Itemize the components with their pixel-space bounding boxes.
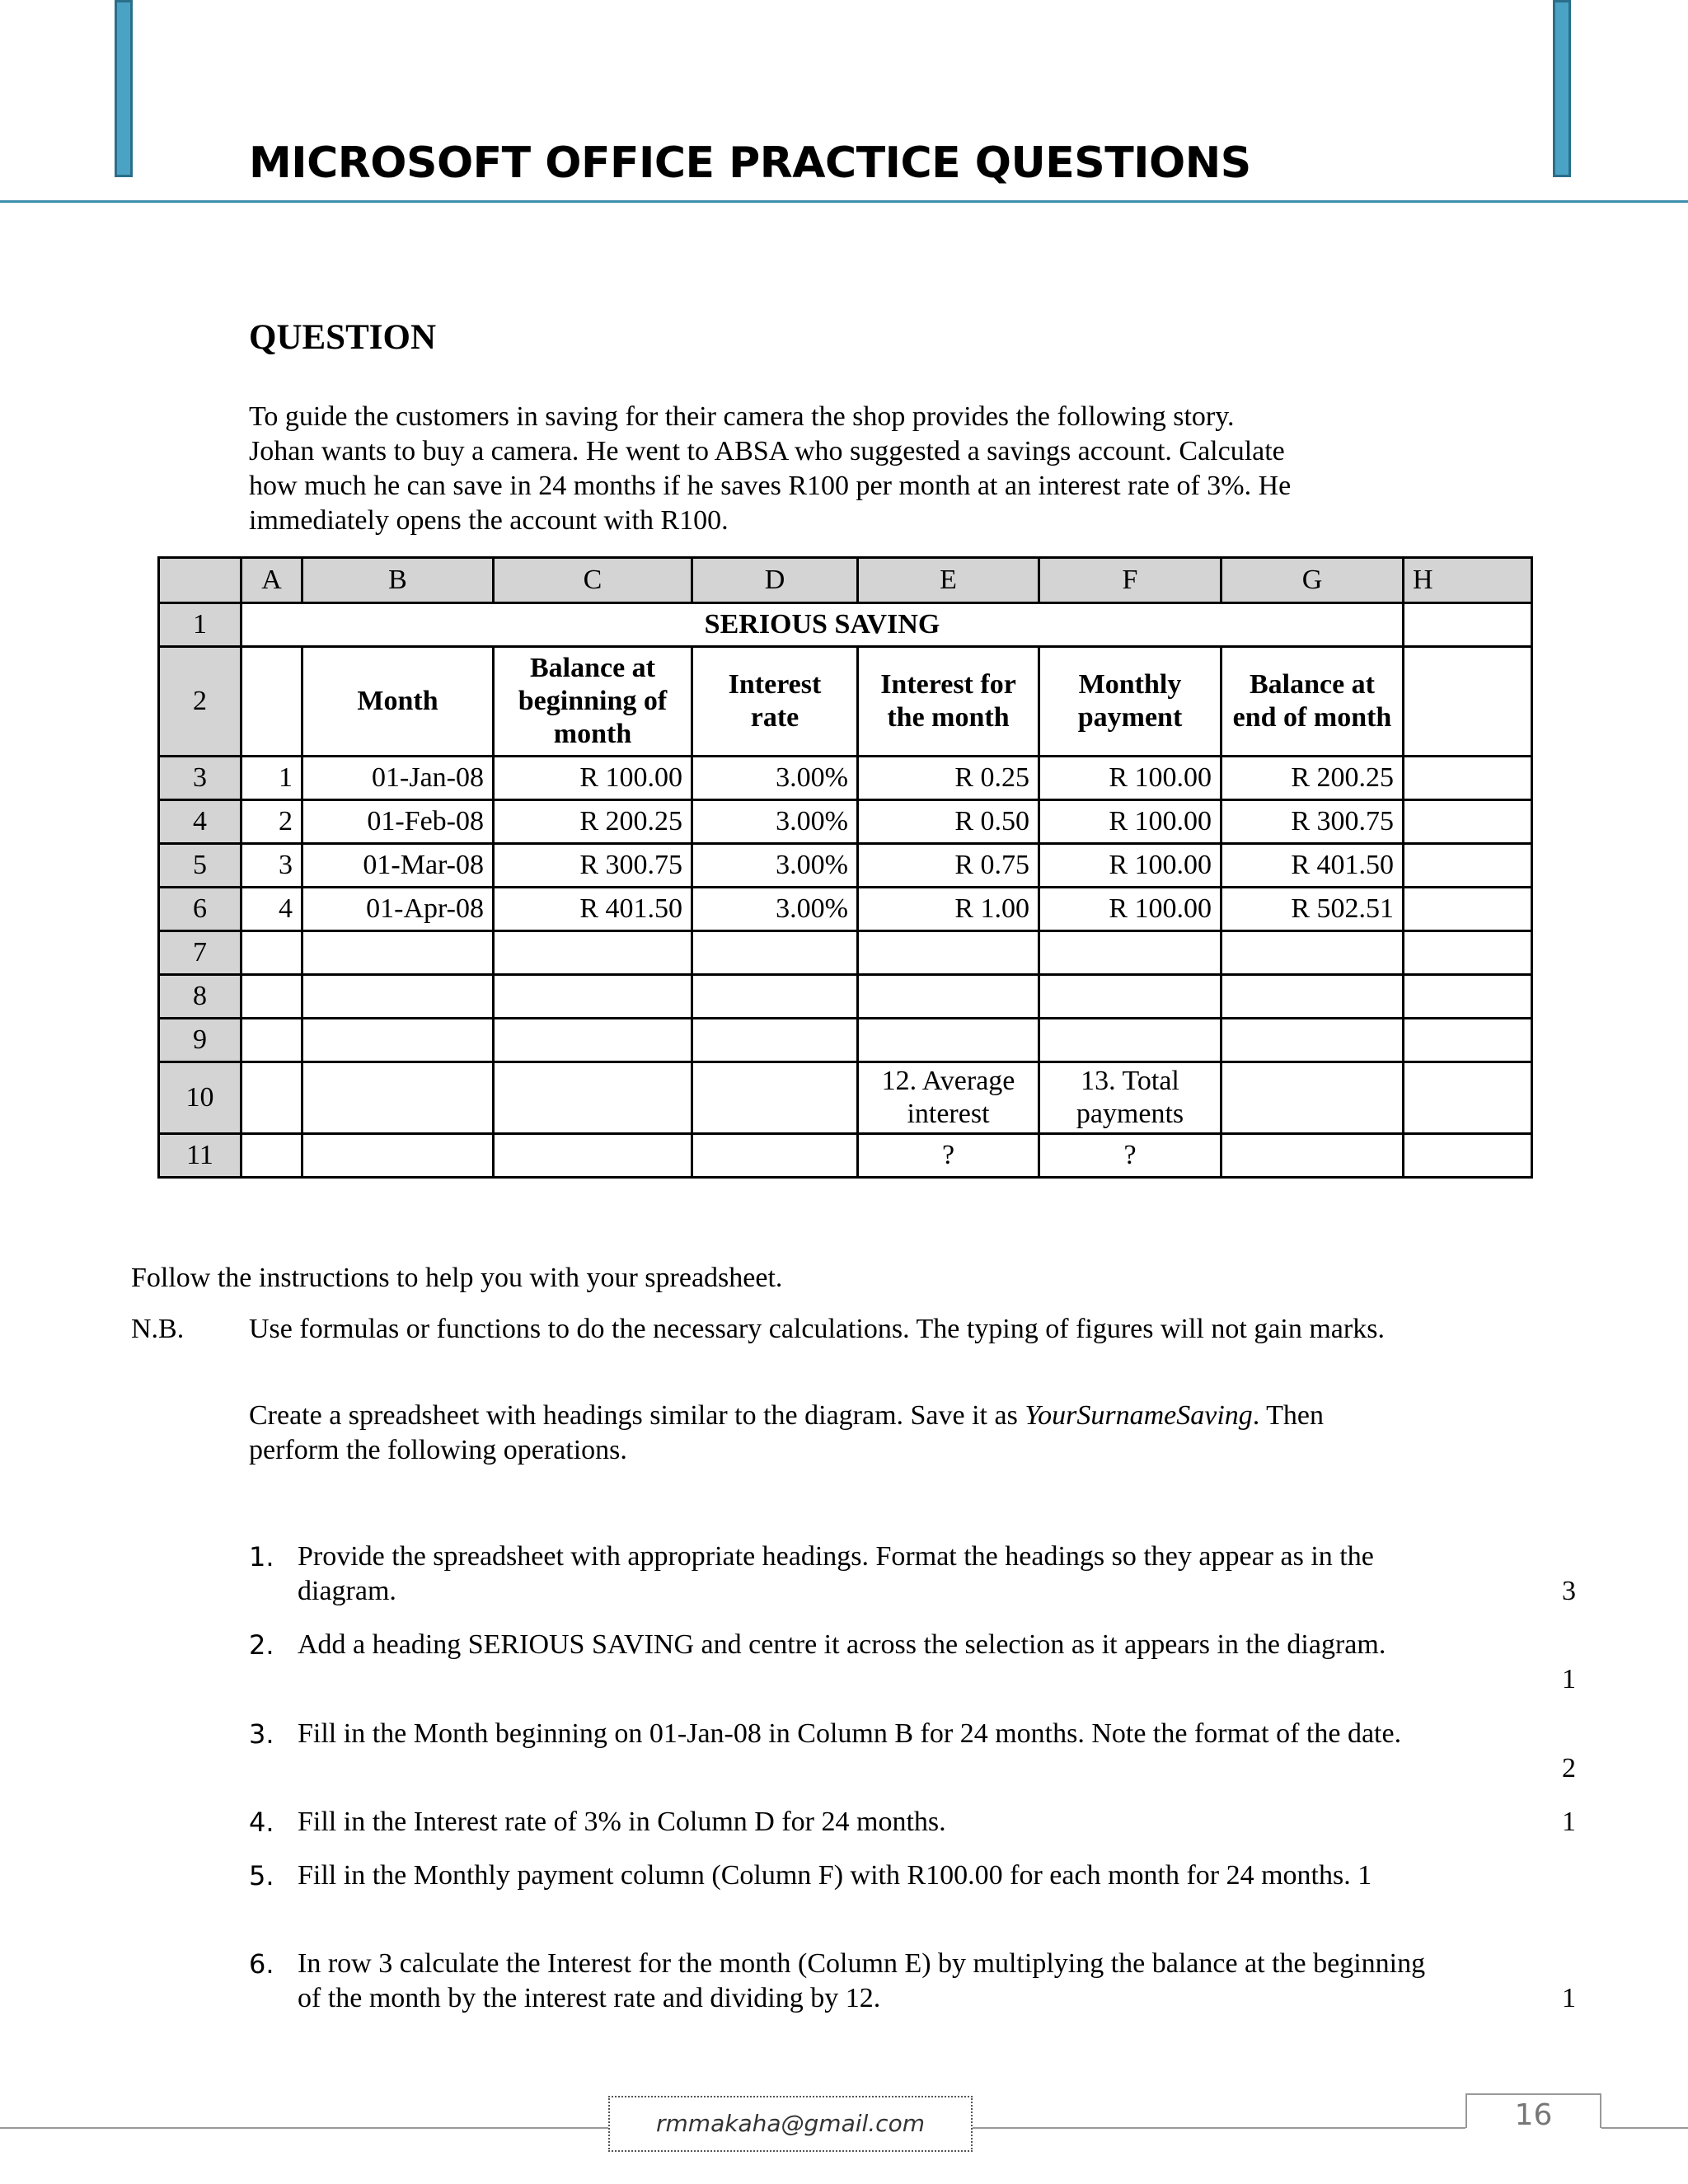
row-header: 5 [159,844,241,888]
table-cell [302,975,494,1019]
follow-instructions-text: Follow the instructions to help you with your spreadsheet. [131,1263,783,1293]
row-header: 6 [159,888,241,931]
item-text: Provide the spreadsheet with appropriate headings. Format the headings so they appear as in the diagram. [298,1541,1374,1606]
table-cell: R 300.75 [494,844,692,888]
table-cell [858,975,1039,1019]
intro-line: Johan wants to buy a camera. He went to ABSA who suggested a savings account. Calculate [249,436,1285,466]
table-cell [858,1019,1039,1062]
table-cell [302,1134,494,1178]
table-cell [1404,757,1532,800]
column-header-g: G [1221,558,1404,603]
page-header-title: MICROSOFT OFFICE PRACTICE QUESTIONS [249,138,1251,188]
table-cell [1404,603,1532,647]
column-header-row [159,558,1532,603]
corner-cell [159,558,241,603]
table-cell [1404,931,1532,975]
sheet-title-cell: SERIOUS SAVING [241,603,1404,647]
nb-label: N.B. [131,1314,185,1344]
instruction-item-4 [249,1805,1576,1840]
table-row [159,800,1532,844]
column-header-a: A [241,558,302,603]
footer-email: rmmakaha@gmail.com [608,2096,973,2152]
table-cell [1221,931,1404,975]
total-payments-label: 13. Total payments [1039,1062,1221,1134]
header-interest-month: Interest for the month [858,647,1039,757]
row-header: 8 [159,975,241,1019]
table-cell: R 200.25 [494,800,692,844]
table-cell: R 100.00 [1039,757,1221,800]
table-cell [1039,931,1221,975]
row-header: 11 [159,1134,241,1178]
instruction-item-1 [249,1540,1576,1609]
create-text-part: . Then perform the following operations. [249,1400,1325,1465]
table-cell [692,1134,858,1178]
table-cell [241,1062,302,1134]
sheet-row-1 [159,603,1532,647]
table-cell: R 100.00 [1039,888,1221,931]
table-cell [1404,647,1532,757]
table-cell [692,975,858,1019]
table-cell [494,1134,692,1178]
table-row [159,1062,1532,1134]
table-cell: 01-Mar-08 [302,844,494,888]
table-cell: R 100.00 [1039,800,1221,844]
table-cell [1404,1062,1532,1134]
table-cell [1221,1062,1404,1134]
table-cell: R 0.25 [858,757,1039,800]
intro-line: immediately opens the account with R100. [249,505,729,536]
table-row [159,1134,1532,1178]
table-cell: 4 [241,888,302,931]
table-row [159,975,1532,1019]
table-cell [1221,1019,1404,1062]
item-marks: 2 [1562,1753,1576,1783]
item-marks: 1 [1562,1983,1576,2013]
column-header-d: D [692,558,858,603]
table-cell [241,975,302,1019]
header-interest-rate: Interest rate [692,647,858,757]
nb-text: Use formulas or functions to do the necessary calculations. The typing of figures will not gain marks. [249,1314,1385,1344]
question-heading: QUESTION [249,318,437,357]
intro-line: To guide the customers in saving for their camera the shop provides the following story. [249,401,1235,432]
table-cell [1039,1019,1221,1062]
table-cell: R 100.00 [1039,844,1221,888]
right-accent-bar [1553,0,1571,177]
item-text: In row 3 calculate the Interest for the month (Column E) by multiplying the balance at the beginning of the month by the interest rate and dividing by 12. [298,1948,1426,2013]
table-cell [302,1019,494,1062]
row-header: 9 [159,1019,241,1062]
instruction-item-5 [249,1858,1576,1928]
average-interest-label: 12. Average interest [858,1062,1039,1134]
table-cell [1221,1134,1404,1178]
table-cell [1404,800,1532,844]
spreadsheet-diagram [157,556,1533,1179]
page-number: 16 [1514,2098,1553,2132]
item-text: Fill in the Month beginning on 01-Jan-08 in Column B for 24 months. Note the format of the date. [298,1718,1402,1749]
table-cell: 3.00% [692,888,858,931]
table-cell: R 100.00 [494,757,692,800]
table-cell: 3.00% [692,844,858,888]
create-text-part: Create a spreadsheet with headings similar to the diagram. Save it as [249,1400,1025,1431]
column-header-b: B [302,558,494,603]
table-cell [1221,975,1404,1019]
table-cell: R 0.50 [858,800,1039,844]
item-number: 2. [249,1629,274,1661]
column-header-c: C [494,558,692,603]
filename-text: YourSurnameSaving [1025,1400,1253,1431]
header-balance-begin: Balance at beginning of month [494,647,692,757]
row-header: 7 [159,931,241,975]
item-marks: 1 [1562,1807,1576,1837]
table-cell: 01-Jan-08 [302,757,494,800]
table-cell [302,1062,494,1134]
table-cell: R 0.75 [858,844,1039,888]
row-header: 3 [159,757,241,800]
footer-divider [973,2127,1465,2129]
table-cell [692,1062,858,1134]
table-cell [494,1019,692,1062]
row-header: 4 [159,800,241,844]
item-number: 1. [249,1541,274,1572]
header-balance-end: Balance at end of month [1221,647,1404,757]
table-cell: 01-Apr-08 [302,888,494,931]
column-header-h: H [1404,558,1532,603]
table-cell [494,931,692,975]
table-cell: 01-Feb-08 [302,800,494,844]
table-row [159,757,1532,800]
table-cell: R 1.00 [858,888,1039,931]
header-monthly-payment: Monthly payment [1039,647,1221,757]
table-row [159,888,1532,931]
table-cell [1404,1019,1532,1062]
table-cell: 2 [241,800,302,844]
item-number: 6. [249,1948,274,1980]
instruction-item-2 [249,1628,1576,1697]
header-month: Month [302,647,494,757]
instruction-item-6 [249,1947,1576,2016]
item-marks: 3 [1562,1576,1576,1606]
question-intro [249,400,1436,538]
table-cell [494,975,692,1019]
table-cell: 3 [241,844,302,888]
table-row [159,931,1532,975]
table-cell: 1 [241,757,302,800]
table-row [159,844,1532,888]
create-spreadsheet-text [249,1399,1419,1468]
table-cell: R 401.50 [1221,844,1404,888]
table-cell: R 300.75 [1221,800,1404,844]
item-text: Fill in the Monthly payment column (Column F) with R100.00 for each month for 24 months. 1 [298,1860,1372,1891]
table-cell: R 401.50 [494,888,692,931]
instruction-item-3 [249,1717,1576,1786]
table-cell [1404,888,1532,931]
table-cell [692,1019,858,1062]
row-header: 10 [159,1062,241,1134]
row-header: 1 [159,603,241,647]
left-accent-bar [115,0,133,177]
table-cell [241,931,302,975]
table-cell: 3.00% [692,757,858,800]
intro-line: how much he can save in 24 months if he saves R100 per month at an interest rate of 3%. He [249,471,1292,501]
item-number: 4. [249,1807,274,1838]
item-text: Add a heading SERIOUS SAVING and centre it across the selection as it appears in the diagram. [298,1629,1386,1660]
table-cell [692,931,858,975]
table-cell [241,1134,302,1178]
column-header-f: F [1039,558,1221,603]
column-header-e: E [858,558,1039,603]
item-number: 3. [249,1718,274,1750]
total-payments-value: ? [1039,1134,1221,1178]
item-number: 5. [249,1860,274,1891]
table-cell: 3.00% [692,800,858,844]
footer-divider [1601,2127,1688,2129]
average-interest-value: ? [858,1134,1039,1178]
sheet-row-2 [159,647,1532,757]
table-cell [1404,1134,1532,1178]
table-cell [241,647,302,757]
table-cell [1039,975,1221,1019]
table-cell [494,1062,692,1134]
table-cell [241,1019,302,1062]
table-cell [1404,844,1532,888]
table-cell [858,931,1039,975]
header-divider [0,200,1688,203]
row-header: 2 [159,647,241,757]
table-cell [1404,975,1532,1019]
footer-divider [0,2127,608,2129]
table-cell: R 200.25 [1221,757,1404,800]
item-text: Fill in the Interest rate of 3% in Column D for 24 months. [298,1807,946,1837]
table-cell [302,931,494,975]
item-marks: 1 [1562,1664,1576,1694]
table-cell: R 502.51 [1221,888,1404,931]
table-row [159,1019,1532,1062]
